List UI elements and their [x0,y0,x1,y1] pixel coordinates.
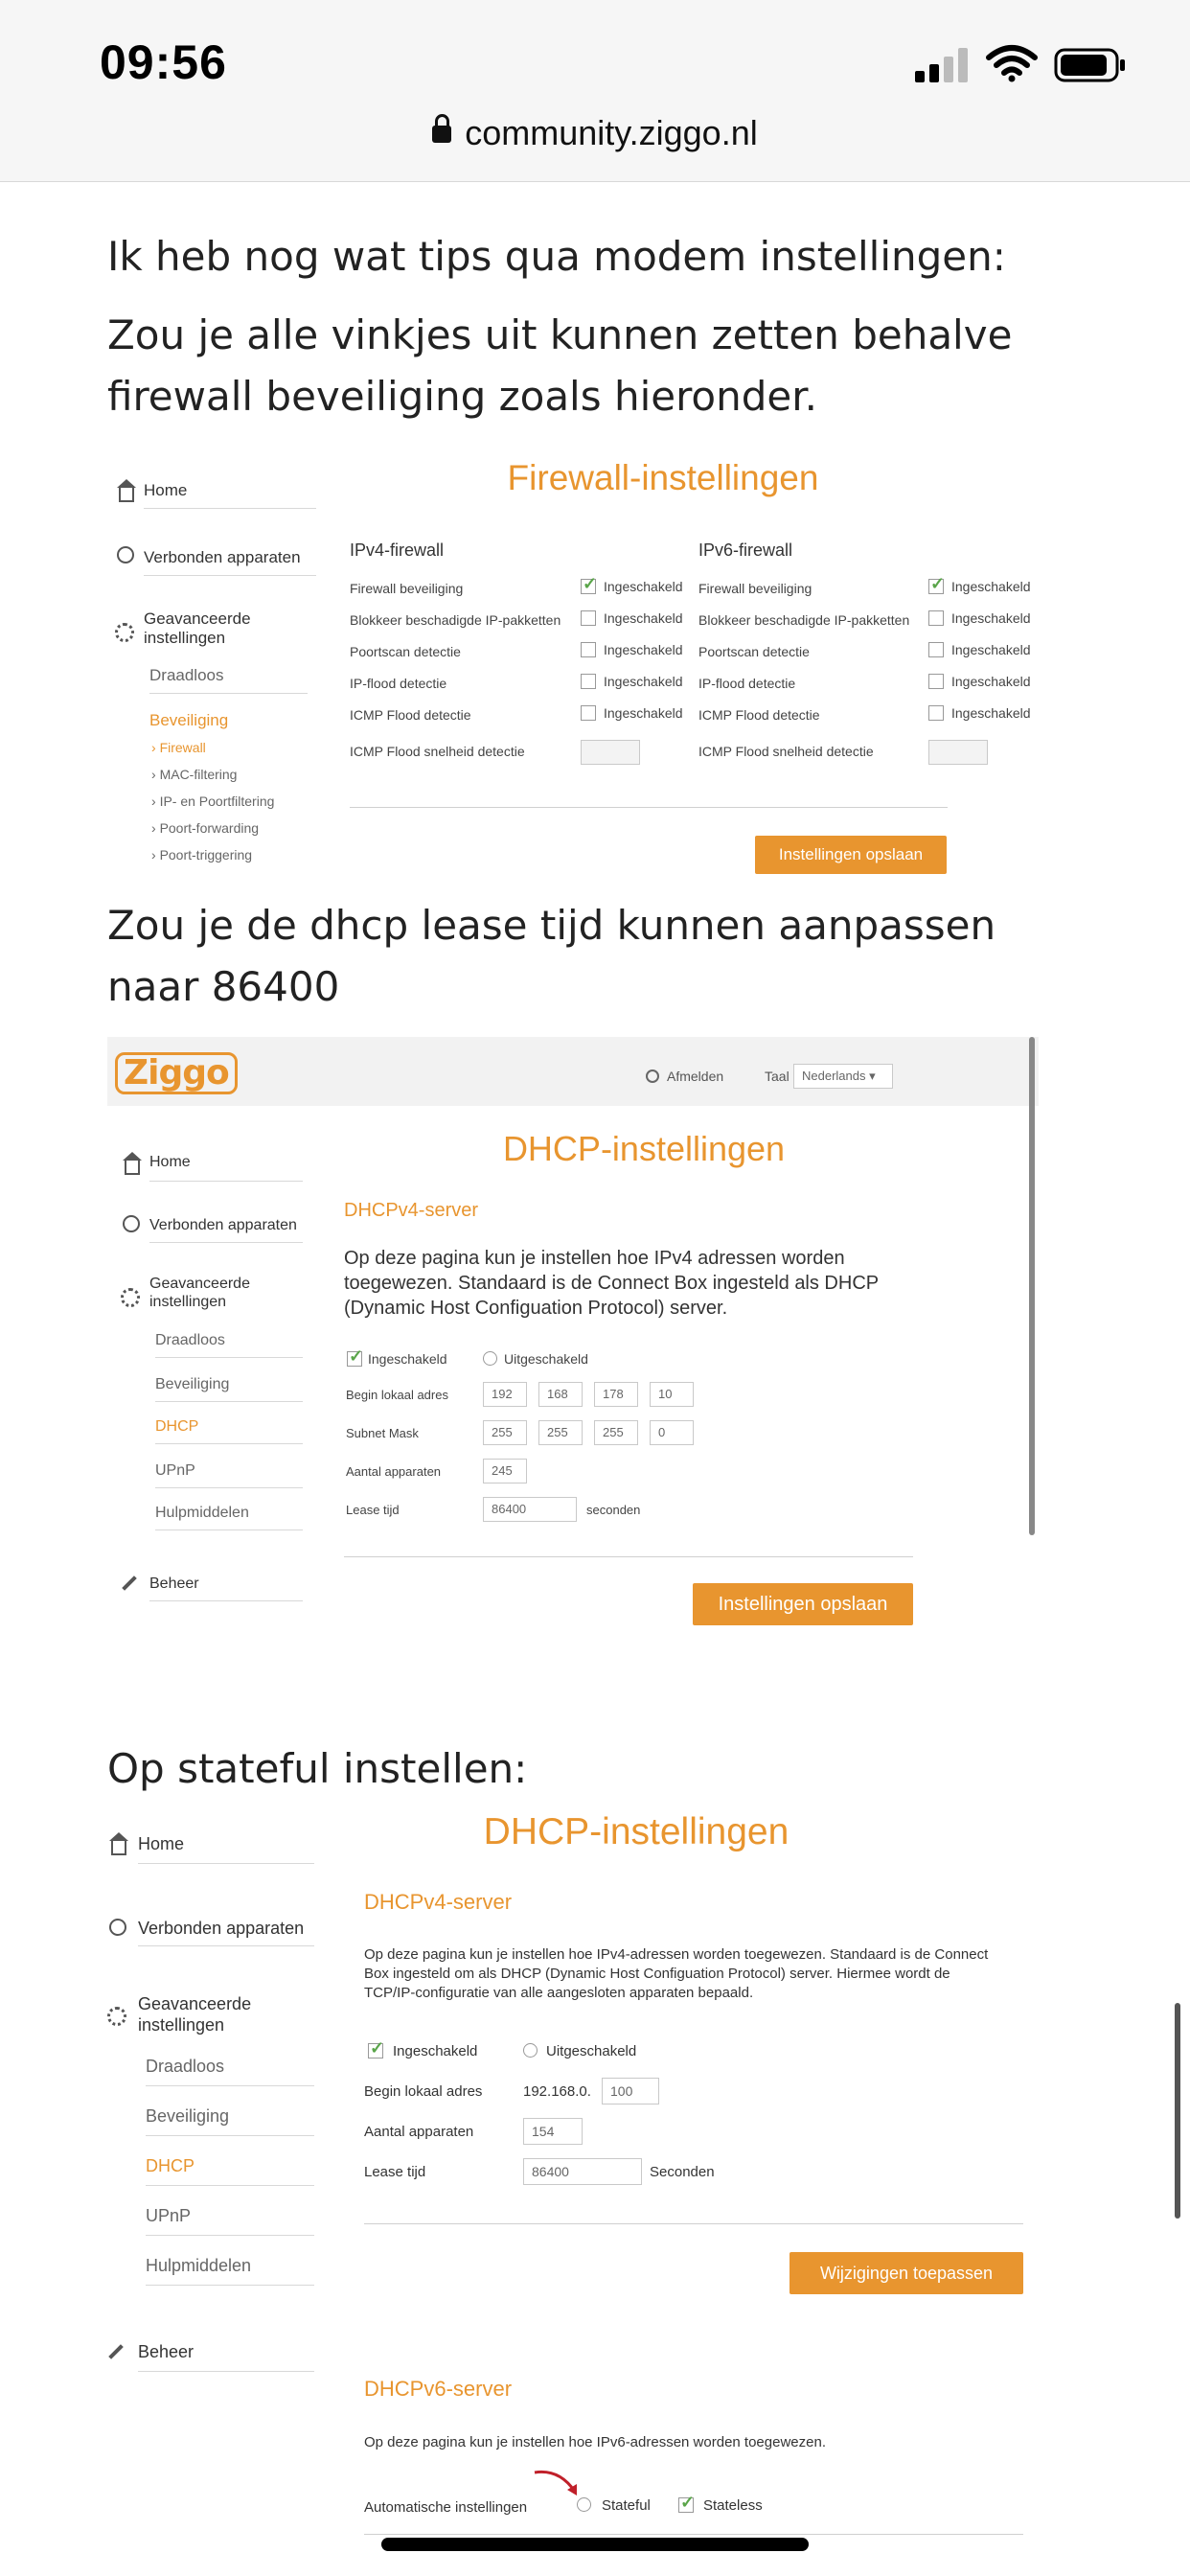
begin-octet-2[interactable]: 168 [538,1382,583,1407]
stateless-check[interactable] [678,2497,694,2513]
enabled-label: Ingeschakeld [368,1351,447,1367]
nav-divider [146,2235,314,2236]
dhcp1-save-button[interactable]: Instellingen opslaan [693,1583,913,1625]
apply-changes-button[interactable]: Wijzigingen toepassen [790,2252,1023,2294]
enabled-label: Ingeschakeld [951,579,1031,594]
nav-advanced: Geavanceerde instellingen [144,610,251,647]
enabled-label: Ingeschakeld [604,610,683,626]
ipv6-row-label: Poortscan detectie [698,644,810,659]
nav-tools: Hulpmiddelen [155,1505,249,1521]
icmp-speed-label: ICMP Flood snelheid detectie [698,744,874,759]
dhcp2-description: Op deze pagina kun je instellen hoe IPv4-adressen worden toegewezen. Standaard is de Connect Box ingesteld om als DHCP (Dynamic Host Configuation Protocol) server. Hiermee wordt de TCP/IP-configuratie van alle aangesloten apparaten bepaald. [364,1946,989,2001]
nav-security: Beveiliging [155,1376,230,1392]
pencil-icon [122,1576,137,1591]
nav-divider [144,508,316,509]
nav-wireless: Draadloos [149,666,224,684]
enabled-label: Ingeschakeld [604,674,683,689]
stateless-label: Stateless [703,2497,763,2514]
home-icon [119,487,134,502]
gear-icon [107,2007,126,2026]
dhcpv6-title: DHCPv6-server [364,2377,513,2401]
nav-admin: Beheer [138,2342,195,2361]
ipv4-icmp-speed-input[interactable] [581,740,640,765]
ipv4-firewall-checkbox[interactable] [581,579,596,594]
logout-link[interactable]: Afmelden [667,1069,724,1084]
nav-dhcp: DHCP [146,2156,195,2175]
mask-label: Subnet Mask [346,1426,419,1440]
nav-advanced: Geavanceerde instellingen [149,1276,250,1310]
nav-divider [138,2371,314,2372]
begin-octet-3[interactable]: 178 [594,1382,638,1407]
ipv6-title: IPv6-firewall [698,540,793,560]
ipv6-row-label: IP-flood detectie [698,676,796,691]
lock-icon [432,126,451,143]
home-icon [111,1840,126,1855]
enabled-label: Ingeschakeld [604,579,683,594]
nav-security: Beveiliging [146,2106,230,2126]
nav-divider [138,1945,314,1946]
dhcpv6-description: Op deze pagina kun je instellen hoe IPv6-adressen worden toegewezen. [364,2434,826,2450]
ipv6-ipflood-checkbox[interactable] [928,674,944,689]
seconds-label: seconden [586,1503,641,1517]
red-arrow-annotation [531,2463,588,2501]
clock: 09:56 [100,35,227,89]
ziggo-logo: Ziggo [115,1052,238,1094]
nav-divider [155,1357,303,1358]
subnav-triggering: › Poort-triggering [151,847,253,862]
devices-input[interactable]: 154 [523,2118,583,2145]
devices-icon [117,546,134,564]
divider [344,1556,913,1557]
nav-divider [149,1242,303,1243]
power-icon [646,1070,659,1083]
begin-value-input[interactable]: 100 [602,2078,659,2104]
nav-divider [155,1487,303,1488]
ipv6-icmp-checkbox[interactable] [928,705,944,721]
nav-home: Home [144,481,188,499]
subnav-label: Poort-forwarding [159,820,260,836]
mask-octet-4[interactable]: 0 [650,1420,694,1445]
nav-home: Home [149,1154,191,1170]
post-text-1: Ik heb nog wat tips qua modem instellingen: [107,233,1006,280]
ipv4-title: IPv4-firewall [350,540,445,560]
divider [364,2534,1023,2535]
battery-icon [1054,48,1127,82]
chevron-down-icon: ▾ [869,1069,876,1083]
gear-icon [121,1288,140,1307]
lease-input[interactable]: 86400 [523,2158,642,2185]
enabled-label: Ingeschakeld [951,642,1031,657]
stateful-label: Stateful [602,2497,651,2514]
subnav-label: Poort-triggering [159,847,253,862]
nav-divider [149,1181,303,1182]
begin-label: Begin lokaal adres [346,1388,448,1402]
nav-devices: Verbonden apparaten [144,548,301,566]
language-select[interactable] [793,1064,893,1089]
devices-icon [123,1215,140,1232]
mask-octet-1[interactable]: 255 [483,1420,527,1445]
dhcp-screenshot-1 [107,1037,1065,1631]
lease-label: Lease tijd [364,2164,426,2180]
firewall-title: Firewall-instellingen [507,458,819,497]
devices-input[interactable]: 245 [483,1459,527,1484]
nav-divider [146,2285,314,2286]
dhcp-screenshot-2 [100,1802,1039,2540]
ipv4-ipflood-checkbox[interactable] [581,674,596,689]
nav-wireless: Draadloos [146,2057,225,2076]
address-bar[interactable] [0,113,1190,153]
mask-octet-3[interactable]: 255 [594,1420,638,1445]
dhcp2-title: DHCP-instellingen [483,1811,790,1852]
nav-dhcp: DHCP [155,1418,199,1435]
subnav-ip-port: › IP- en Poortfiltering [151,794,275,809]
mask-octet-2[interactable]: 255 [538,1420,583,1445]
ipv6-firewall-checkbox[interactable] [928,579,944,594]
enabled-label: Ingeschakeld [951,610,1031,626]
nav-divider [149,1600,303,1601]
devices-label: Aantal apparaten [346,1464,442,1479]
home-icon [125,1160,140,1175]
ipv4-row-label: IP-flood detectie [350,676,447,691]
enabled-label: Ingeschakeld [951,674,1031,689]
cellular-signal-icon [915,48,969,82]
gear-icon [115,623,134,642]
ipv6-row-label: Blokkeer beschadigde IP-pakketten [698,612,910,628]
begin-prefix: 192.168.0. [523,2083,591,2100]
nav-divider [155,1401,303,1402]
post-text-3: Zou je de dhcp lease tijd kunnen aanpassen naar 86400 [107,902,996,1010]
dhcp-disabled-radio[interactable] [483,1351,497,1366]
divider [364,2223,1023,2224]
lease-label: Lease tijd [346,1503,400,1517]
language-label: Taal [765,1069,790,1084]
nav-devices: Verbonden apparaten [138,1919,305,1938]
nav-divider [155,1443,303,1444]
enabled-label: Ingeschakeld [604,642,683,657]
ipv4-corrupt-checkbox[interactable] [581,610,596,626]
ipv6-row-label: Firewall beveiliging [698,581,812,596]
language-value: Nederlands [802,1069,866,1083]
devices-icon [109,1919,126,1936]
ipv4-portscan-checkbox[interactable] [581,642,596,657]
subnav-label: MAC-filtering [159,767,238,782]
ipv4-row-label: Poortscan detectie [350,644,461,659]
nav-divider [144,575,316,576]
auto-settings-label: Automatische instellingen [364,2499,528,2516]
begin-label: Begin lokaal adres [364,2083,483,2100]
nav-divider [149,693,308,694]
nav-divider [146,2135,314,2136]
nav-security: Beveiliging [149,711,229,729]
home-indicator[interactable] [381,2538,809,2551]
nav-advanced: Geavanceerde instellingen [138,1994,252,2035]
dhcp-enabled-check[interactable] [368,2043,383,2058]
ipv6-portscan-checkbox[interactable] [928,642,944,657]
divider [350,807,948,808]
subnav-label: Firewall [159,740,206,755]
nav-devices: Verbonden apparaten [149,1217,297,1233]
dhcp1-description: Op deze pagina kun je instellen hoe IPv4 adressen worden toegewezen. Standaard is de Connect Box ingesteld als DHCP (Dynamic Host Configuation Protocol) server. [344,1248,879,1319]
begin-octet-4[interactable]: 10 [650,1382,694,1407]
disabled-label: Uitgeschakeld [546,2043,637,2059]
ipv4-row-label: Blokkeer beschadigde IP-pakketten [350,612,561,628]
firewall-save-button[interactable]: Instellingen opslaan [755,836,947,874]
inner-scrollbar[interactable] [1029,1037,1035,1535]
dhcpv4-title: DHCPv4-server [344,1200,479,1221]
nav-tools: Hulpmiddelen [146,2256,252,2275]
nav-divider [146,2185,314,2186]
firewall-screenshot [107,450,1056,882]
stateful-radio[interactable] [577,2497,591,2512]
subnav-firewall: › Firewall [151,740,206,755]
nav-wireless: Draadloos [155,1332,225,1348]
devices-label: Aantal apparaten [364,2124,474,2140]
nav-home: Home [138,1834,185,1853]
ipv6-icmp-speed-input[interactable] [928,740,988,765]
begin-octet-1[interactable]: 192 [483,1382,527,1407]
nav-divider [138,1863,314,1864]
post-text-2: Zou je alle vinkjes uit kunnen zetten behalve firewall beveiliging zoals hieronder. [107,311,1013,420]
page-scrollbar[interactable] [1175,2003,1180,2219]
ipv4-icmp-checkbox[interactable] [581,705,596,721]
lease-input[interactable]: 86400 [483,1497,577,1522]
ipv4-row-label: Firewall beveiliging [350,581,464,596]
dhcp1-title: DHCP-instellingen [502,1129,786,1168]
nav-upnp: UPnP [155,1462,195,1479]
ziggo-header [107,1037,1039,1106]
enabled-label: Ingeschakeld [951,705,1031,721]
icmp-speed-label: ICMP Flood snelheid detectie [350,744,525,759]
dhcpv4-title: DHCPv4-server [364,1890,513,1914]
seconds-label: Seconden [650,2164,715,2180]
enabled-label: Ingeschakeld [604,705,683,721]
subnav-mac: › MAC-filtering [151,767,238,782]
subnav-label: IP- en Poortfiltering [159,794,275,809]
post-text-4: Op stateful instellen: [107,1745,528,1792]
nav-divider [146,2085,314,2086]
disabled-label: Uitgeschakeld [504,1351,588,1367]
subnav-forwarding: › Poort-forwarding [151,820,260,836]
pencil-icon [108,2344,124,2359]
wifi-icon [985,44,1039,82]
dhcp-enabled-check[interactable] [347,1351,362,1367]
browser-status-bar [0,0,1190,182]
ipv6-corrupt-checkbox[interactable] [928,610,944,626]
url-text: community.ziggo.nl [465,113,758,152]
nav-upnp: UPnP [146,2206,192,2225]
enabled-label: Ingeschakeld [393,2043,478,2059]
ipv6-row-label: ICMP Flood detectie [698,707,820,723]
dhcp-disabled-radio[interactable] [523,2043,538,2058]
nav-admin: Beheer [149,1576,199,1592]
ipv4-row-label: ICMP Flood detectie [350,707,471,723]
